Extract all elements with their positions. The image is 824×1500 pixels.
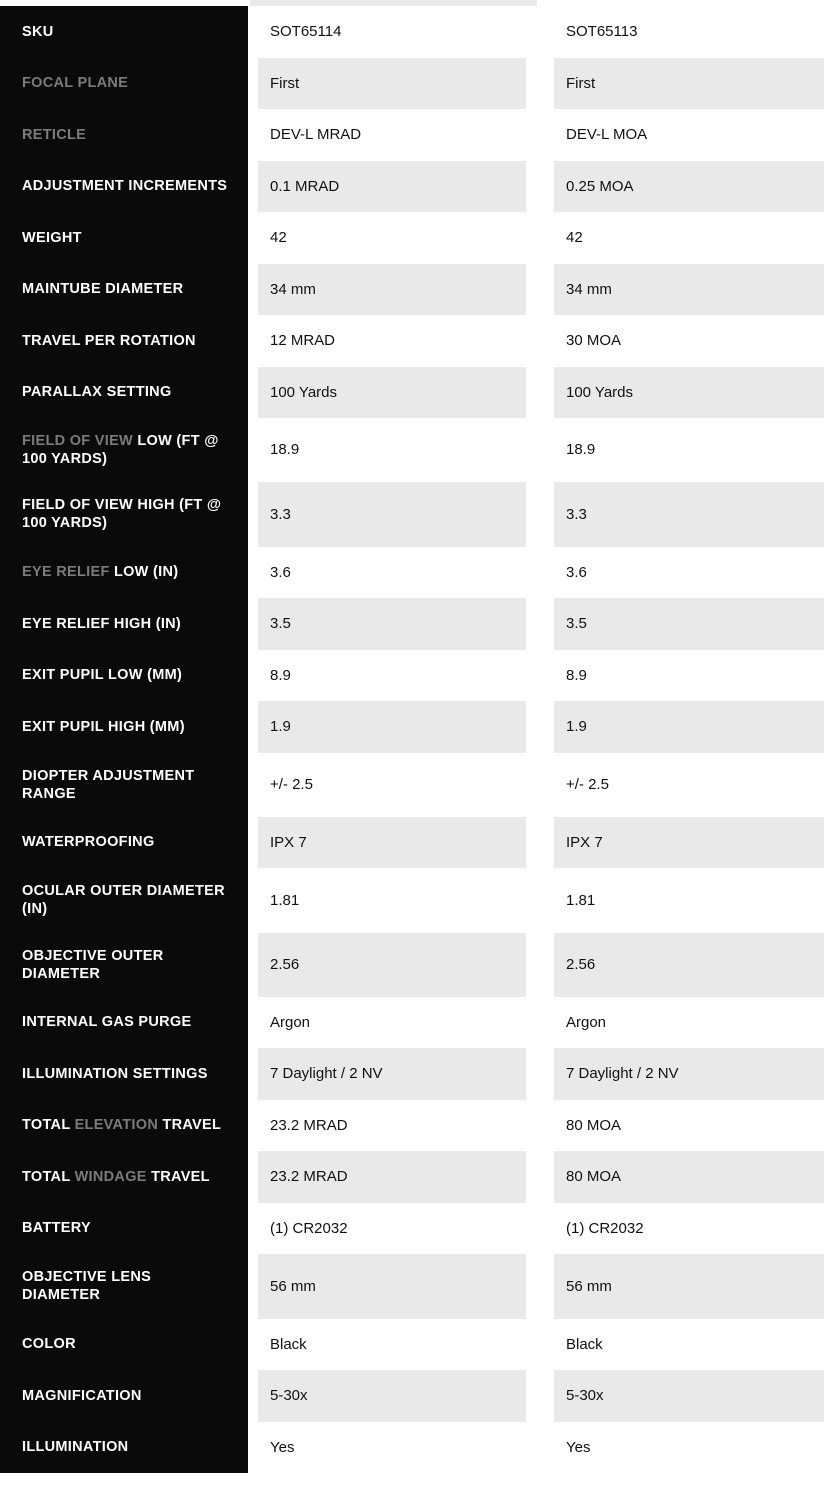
table-row <box>0 1151 824 1203</box>
table-row <box>0 264 824 316</box>
spec-label-cell: OBJECTIVE LENS DIAMETER <box>0 1254 250 1318</box>
table-row <box>0 109 824 161</box>
spec-label-cell: TOTAL ELEVATION TRAVEL <box>0 1100 250 1152</box>
spec-value-cell-a: 8.9 <box>250 650 537 702</box>
spec-label-cell: PARALLAX SETTING <box>0 367 250 419</box>
spec-value-cell-b: 80 MOA <box>537 1151 824 1203</box>
spec-value-cell-a: SOT65114 <box>250 6 537 58</box>
spec-label-cell: EYE RELIEF LOW (IN) <box>0 547 250 599</box>
spec-value-cell-a: 3.6 <box>250 547 537 599</box>
table-row <box>0 547 824 599</box>
spec-value-cell-b: +/- 2.5 <box>537 753 824 817</box>
spec-label-cell: COLOR <box>0 1319 250 1371</box>
table-row <box>0 6 824 58</box>
spec-label-cell: TOTAL WINDAGE TRAVEL <box>0 1151 250 1203</box>
spec-value-cell-a: 1.9 <box>250 701 537 753</box>
spec-value-cell-b: Black <box>537 1319 824 1371</box>
spec-value-cell-b: SOT65113 <box>537 6 824 58</box>
spec-value-cell-a: Black <box>250 1319 537 1371</box>
spec-value-cell-a: 34 mm <box>250 264 537 316</box>
spec-label-cell: SKU <box>0 6 250 58</box>
spec-value-cell-b: 1.9 <box>537 701 824 753</box>
spec-label-cell: EXIT PUPIL LOW (MM) <box>0 650 250 702</box>
spec-value-cell-b: 56 mm <box>537 1254 824 1318</box>
spec-label-cell: INTERNAL GAS PURGE <box>0 997 250 1049</box>
table-row <box>0 753 824 817</box>
table-row <box>0 418 824 482</box>
spec-label-cell: WEIGHT <box>0 212 250 264</box>
spec-label-cell: FIELD OF VIEW LOW (FT @ 100 YARDS) <box>0 418 250 482</box>
spec-value-cell-a: Yes <box>250 1422 537 1474</box>
spec-value-cell-b: 18.9 <box>537 418 824 482</box>
table-row <box>0 212 824 264</box>
spec-value-cell-a: 3.3 <box>250 482 537 546</box>
table-row <box>0 1319 824 1371</box>
table-row <box>0 367 824 419</box>
spec-value-cell-b: 2.56 <box>537 933 824 997</box>
spec-label-cell: ILLUMINATION <box>0 1422 250 1474</box>
table-row <box>0 650 824 702</box>
table-row <box>0 817 824 869</box>
table-row <box>0 598 824 650</box>
spec-label-cell: EYE RELIEF HIGH (IN) <box>0 598 250 650</box>
spec-label-cell: OCULAR OUTER DIAMETER (IN) <box>0 868 250 932</box>
spec-label-cell: TRAVEL PER ROTATION <box>0 315 250 367</box>
spec-label-cell: RETICLE <box>0 109 250 161</box>
spec-label-cell: ILLUMINATION SETTINGS <box>0 1048 250 1100</box>
spec-value-cell-b: 3.3 <box>537 482 824 546</box>
spec-value-cell-a: (1) CR2032 <box>250 1203 537 1255</box>
spec-label-cell: FIELD OF VIEW HIGH (FT @ 100 YARDS) <box>0 482 250 546</box>
table-row <box>0 933 824 997</box>
table-row <box>0 997 824 1049</box>
spec-value-cell-b: 42 <box>537 212 824 264</box>
spec-value-cell-b: Argon <box>537 997 824 1049</box>
spec-value-cell-b: (1) CR2032 <box>537 1203 824 1255</box>
spec-value-cell-b: 1.81 <box>537 868 824 932</box>
spec-value-cell-a: 100 Yards <box>250 367 537 419</box>
spec-value-cell-a: 0.1 MRAD <box>250 161 537 213</box>
spec-value-cell-b: 100 Yards <box>537 367 824 419</box>
table-row <box>0 868 824 932</box>
spec-value-cell-b: 5-30x <box>537 1370 824 1422</box>
table-row <box>0 1203 824 1255</box>
table-row <box>0 701 824 753</box>
spec-label-cell: ADJUSTMENT INCREMENTS <box>0 161 250 213</box>
spec-value-cell-a: First <box>250 58 537 110</box>
spec-value-cell-a: 42 <box>250 212 537 264</box>
spec-value-cell-a: 12 MRAD <box>250 315 537 367</box>
spec-value-cell-b: 3.6 <box>537 547 824 599</box>
table-row <box>0 315 824 367</box>
spec-value-cell-a: +/- 2.5 <box>250 753 537 817</box>
spec-value-cell-a: 56 mm <box>250 1254 537 1318</box>
spec-label-cell: MAINTUBE DIAMETER <box>0 264 250 316</box>
spec-value-cell-a: 23.2 MRAD <box>250 1151 537 1203</box>
spec-value-cell-b: 7 Daylight / 2 NV <box>537 1048 824 1100</box>
spec-value-cell-a: 2.56 <box>250 933 537 997</box>
spec-value-cell-b: 8.9 <box>537 650 824 702</box>
spec-value-cell-b: First <box>537 58 824 110</box>
spec-value-cell-b: 80 MOA <box>537 1100 824 1152</box>
table-row <box>0 1254 824 1318</box>
spec-value-cell-b: Yes <box>537 1422 824 1474</box>
spec-value-cell-b: 3.5 <box>537 598 824 650</box>
spec-label-cell: EXIT PUPIL HIGH (MM) <box>0 701 250 753</box>
table-row <box>0 1100 824 1152</box>
spec-value-cell-a: DEV-L MRAD <box>250 109 537 161</box>
spec-label-cell: FOCAL PLANE <box>0 58 250 110</box>
table-row <box>0 482 824 546</box>
spec-value-cell-a: IPX 7 <box>250 817 537 869</box>
spec-value-cell-a: 7 Daylight / 2 NV <box>250 1048 537 1100</box>
table-row <box>0 1422 824 1474</box>
spec-value-cell-a: 23.2 MRAD <box>250 1100 537 1152</box>
spec-value-cell-a: 1.81 <box>250 868 537 932</box>
spec-value-cell-a: 18.9 <box>250 418 537 482</box>
table-row <box>0 1370 824 1422</box>
spec-value-cell-a: 5-30x <box>250 1370 537 1422</box>
table-row <box>0 58 824 110</box>
spec-label-cell: WATERPROOFING <box>0 817 250 869</box>
spec-label-cell: DIOPTER ADJUSTMENT RANGE <box>0 753 250 817</box>
spec-label-cell: BATTERY <box>0 1203 250 1255</box>
spec-value-cell-b: 0.25 MOA <box>537 161 824 213</box>
spec-value-cell-b: IPX 7 <box>537 817 824 869</box>
table-row <box>0 161 824 213</box>
spec-value-cell-a: Argon <box>250 997 537 1049</box>
spec-value-cell-b: DEV-L MOA <box>537 109 824 161</box>
spec-label-cell: MAGNIFICATION <box>0 1370 250 1422</box>
spec-label-cell: OBJECTIVE OUTER DIAMETER <box>0 933 250 997</box>
spec-value-cell-a: 3.5 <box>250 598 537 650</box>
table-row <box>0 1048 824 1100</box>
spec-value-cell-b: 34 mm <box>537 264 824 316</box>
spec-value-cell-b: 30 MOA <box>537 315 824 367</box>
